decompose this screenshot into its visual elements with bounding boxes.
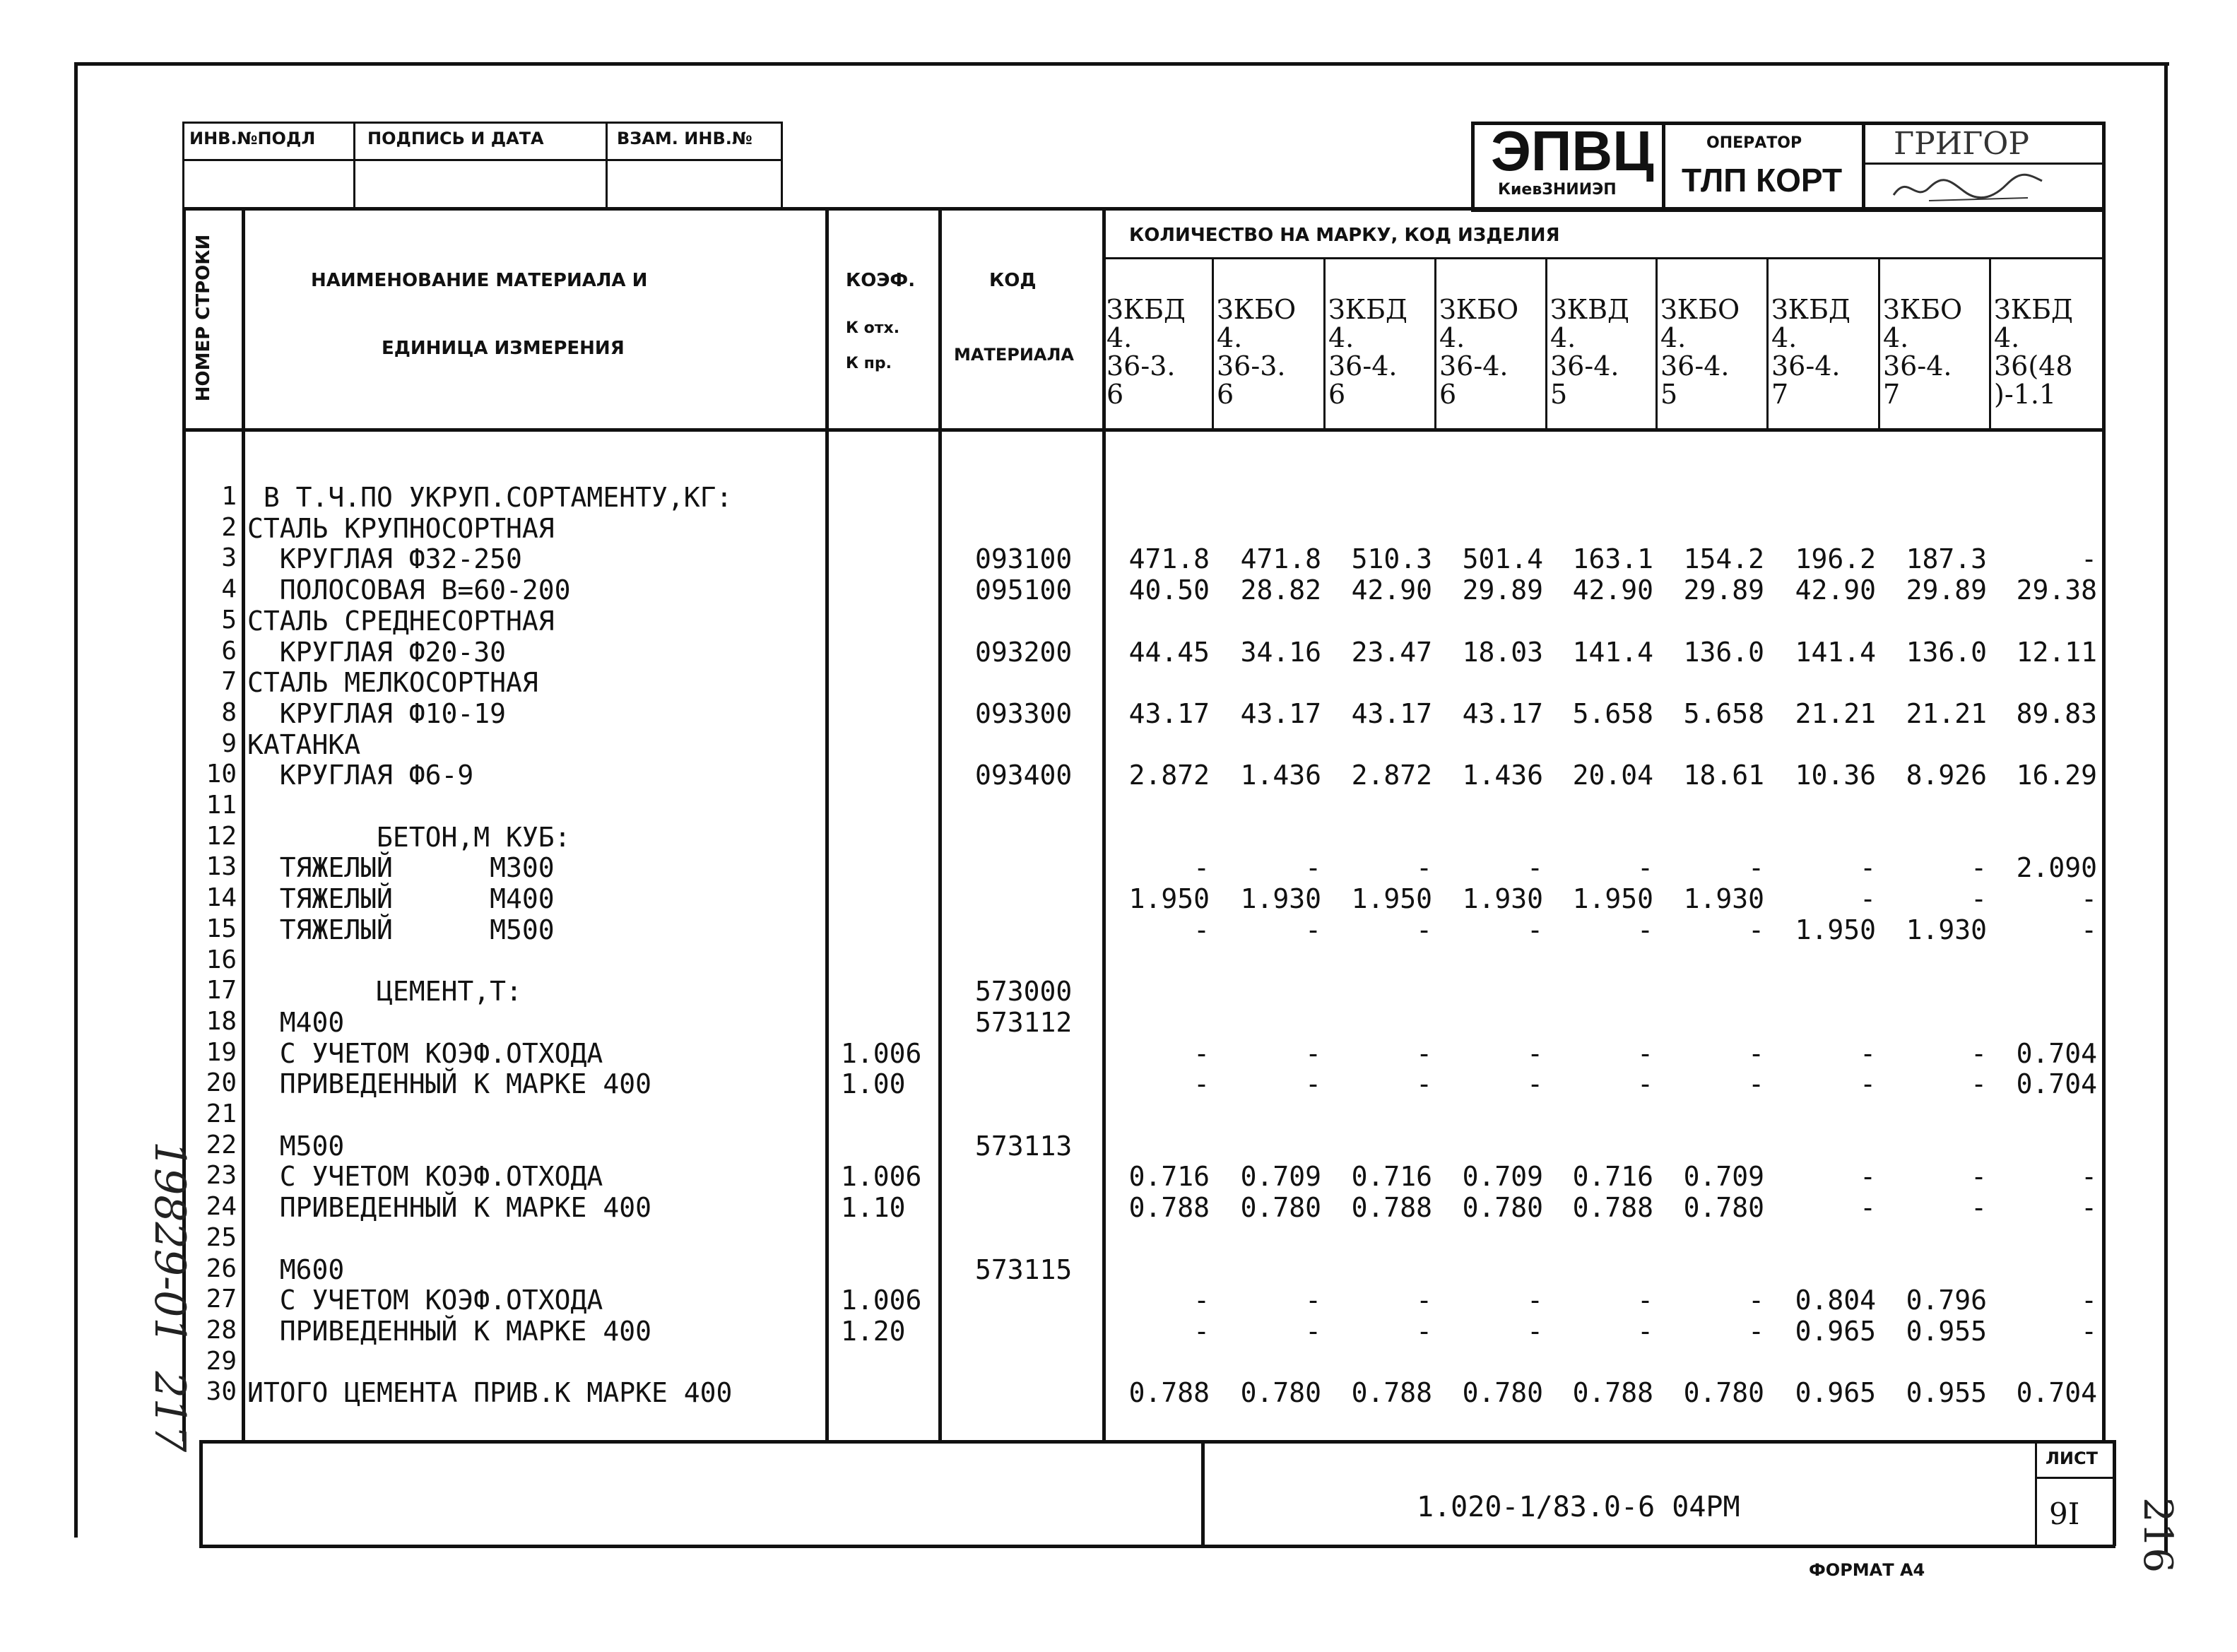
row-value: - [1971,1068,1987,1100]
stamp-podpis: ПОДПИСЬ И ДАТА [367,129,544,148]
row-value: 21.21 [1795,697,1876,729]
row-name: СТАЛЬ СРЕДНЕСОРТНАЯ [247,605,555,637]
row-coef: 1.10 [841,1192,906,1224]
operator-value: ТЛП КОРТ [1682,162,1843,199]
row-value: - [1637,852,1653,884]
row-value: 141.4 [1795,636,1876,668]
row-value: 0.704 [2016,1068,2097,1100]
row-number: 28 [206,1315,237,1345]
row-name: ПРИВЕДЕННЫЙ К МАРКЕ 400 [247,1192,651,1224]
row-code: 573113 [975,1130,1073,1162]
row-name: КРУГЛАЯ Ф32-250 [247,543,522,575]
row-value: 16.29 [2016,760,2097,791]
row-value: 0.796 [1906,1285,1987,1316]
row-value: 163.1 [1572,543,1653,575]
row-number: 22 [206,1130,237,1160]
row-number: 4 [221,574,237,604]
row-name: КАТАНКА [247,728,361,760]
row-value: - [1637,914,1653,945]
row-code: 095100 [975,574,1073,606]
row-number: 9 [221,728,237,758]
row-code: 573115 [975,1253,1073,1285]
org-sub: КиевЗНИИЭП [1498,181,1617,199]
row-name: КРУГЛАЯ Ф6-9 [247,760,474,791]
row-value: - [1416,852,1432,884]
doc-code: 1.020-1/83.0-6 04PM [1417,1491,1740,1523]
row-number: 26 [206,1253,237,1283]
row-value: 0.780 [1683,1377,1764,1409]
row-value: 0.704 [2016,1037,2097,1069]
row-number: 29 [206,1346,237,1376]
operator-label: ОПЕРАТОР [1706,134,1802,152]
row-value: - [2081,1315,2097,1347]
row-number: 1 [221,482,237,511]
row-value: 154.2 [1683,543,1764,575]
row-name: КРУГЛАЯ Ф10-19 [247,697,507,729]
row-value: - [1305,1068,1321,1100]
row-coef: 1.20 [841,1315,906,1347]
row-value: 471.8 [1128,543,1210,575]
row-value: 0.788 [1128,1192,1210,1224]
row-value: - [1305,1037,1321,1069]
row-value: - [1860,852,1876,884]
row-number: 13 [206,852,237,882]
row-value: - [1748,1037,1764,1069]
row-value: - [1637,1285,1653,1316]
row-name: ПОЛОСОВАЯ В=60-200 [247,574,571,606]
row-value: - [1527,852,1543,884]
row-number: 12 [206,821,237,851]
row-name: ПРИВЕДЕННЫЙ К МАРКЕ 400 [247,1068,651,1100]
row-value: - [2081,914,2097,945]
row-value: 0.788 [1128,1377,1210,1409]
row-coef: 1.006 [841,1037,922,1069]
row-value: 29.89 [1906,574,1987,606]
row-value: 5.658 [1683,697,1764,729]
stamp-inv-podl: ИНВ.№ПОДЛ [189,129,316,148]
row-value: 0.788 [1351,1192,1432,1224]
signature-icon [1887,167,2049,209]
row-value: 136.0 [1683,636,1764,668]
row-value: - [1971,852,1987,884]
row-value: 29.89 [1462,574,1543,606]
row-value: - [1193,852,1210,884]
row-value: 43.17 [1240,697,1321,729]
row-name: КРУГЛАЯ Ф20-30 [247,636,507,668]
row-value: 42.90 [1795,574,1876,606]
row-coef: 1.00 [841,1068,906,1100]
row-value: - [1305,852,1321,884]
row-name: В Т.Ч.ПО УКРУП.СОРТАМЕНТУ,КГ: [247,482,733,513]
row-code: 093400 [975,760,1073,791]
row-value: - [1416,1315,1432,1347]
row-value: 5.658 [1572,697,1653,729]
mark-header-1: ЗКБД 4. 36-3. 6 [1106,294,1186,410]
row-number: 2 [221,512,237,542]
row-value: 471.8 [1240,543,1321,575]
row-value: 0.804 [1795,1285,1876,1316]
row-number: 8 [221,697,237,727]
row-name: ПРИВЕДЕННЫЙ К МАРКЕ 400 [247,1315,651,1347]
right-margin-number: 216 [2134,1497,2180,1573]
row-value: - [1527,1037,1543,1069]
row-value: 1.436 [1462,760,1543,791]
row-number: 5 [221,605,237,635]
row-value: 1.950 [1795,914,1876,945]
row-value: 141.4 [1572,636,1653,668]
row-number: 3 [221,543,237,573]
row-value: 44.45 [1128,636,1210,668]
row-name: ТЯЖЕЛЫЙ М500 [247,914,555,945]
header-material-line1: НАИМЕНОВАНИЕ МАТЕРИАЛА И [311,270,648,291]
row-name: СТАЛЬ МЕЛКОСОРТНАЯ [247,667,538,699]
row-value: 23.47 [1351,636,1432,668]
row-value: 10.36 [1795,760,1876,791]
row-number: 10 [206,760,237,789]
header-code-sub: МАТЕРИАЛА [954,345,1074,365]
row-value: 0.716 [1351,1161,1432,1193]
frame-left [74,62,78,1538]
row-value: - [1860,1161,1876,1193]
row-number: 27 [206,1285,237,1314]
row-number: 24 [206,1192,237,1222]
row-value: 1.436 [1240,760,1321,791]
row-value: 40.50 [1128,574,1210,606]
row-value: - [1193,1037,1210,1069]
row-name: ТЯЖЕЛЫЙ М300 [247,852,555,884]
row-value: 187.3 [1906,543,1987,575]
header-coef-pr: К пр. [846,355,892,372]
row-name: С УЧЕТОМ КОЭФ.ОТХОДА [247,1285,603,1316]
row-coef: 1.006 [841,1285,922,1316]
row-value: 0.716 [1572,1161,1653,1193]
format-label: ФОРМАТ А4 [1809,1560,1925,1580]
header-coef-otx: К отх. [846,319,900,337]
row-value: 43.17 [1351,697,1432,729]
row-value: 28.82 [1240,574,1321,606]
row-value: - [1305,1315,1321,1347]
row-value: 89.83 [2016,697,2097,729]
row-value: 43.17 [1128,697,1210,729]
row-value: 18.03 [1462,636,1543,668]
row-name: БЕТОН,М КУБ: [247,821,571,853]
row-value: 0.780 [1462,1192,1543,1224]
row-value: 0.788 [1572,1377,1653,1409]
row-value: 2.872 [1351,760,1432,791]
row-value: 18.61 [1683,760,1764,791]
row-value: - [1637,1315,1653,1347]
header-coef-title: КОЭФ. [846,270,916,291]
row-value: - [2081,1285,2097,1316]
header-quantity: КОЛИЧЕСТВО НА МАРКУ, КОД ИЗДЕЛИЯ [1129,225,1560,246]
row-value: 1.930 [1683,883,1764,915]
row-number: 19 [206,1037,237,1067]
row-value: 2.872 [1128,760,1210,791]
row-value: - [1305,1285,1321,1316]
header-row-number: НОМЕР СТРОКИ [193,234,214,402]
org-name: ЭПВЦ [1491,119,1654,182]
row-name: ЦЕМЕНТ,Т: [247,976,522,1008]
row-name: С УЧЕТОМ КОЭФ.ОТХОДА [247,1037,603,1069]
mark-header-7: ЗКБД 4. 36-4. 7 [1771,294,1851,410]
row-value: - [1527,1315,1543,1347]
row-number: 7 [221,667,237,697]
row-value: 8.926 [1906,760,1987,791]
row-value: 1.950 [1572,883,1653,915]
mark-header-2: ЗКБО 4. 36-3. 6 [1217,294,1297,410]
row-value: - [1416,1068,1432,1100]
row-code: 093300 [975,697,1073,729]
mark-header-4: ЗКБО 4. 36-4. 6 [1439,294,1519,410]
row-value: 29.89 [1683,574,1764,606]
row-name: М400 [247,1006,345,1038]
row-value: 43.17 [1462,697,1543,729]
row-number: 25 [206,1222,237,1252]
row-number: 30 [206,1377,237,1407]
row-number: 15 [206,914,237,943]
row-number: 17 [206,976,237,1005]
row-value: - [1748,1068,1764,1100]
row-value: - [1748,1315,1764,1347]
row-value: - [1748,852,1764,884]
row-value: 0.716 [1128,1161,1210,1193]
row-value: 0.709 [1683,1161,1764,1193]
mark-header-6: ЗКБО 4. 36-4. 5 [1660,294,1740,410]
row-value: 29.38 [2016,574,2097,606]
row-value: - [1748,1285,1764,1316]
row-value: - [1527,1068,1543,1100]
row-value: - [1416,1285,1432,1316]
person-name: ГРИГОР [1894,126,2029,162]
row-value: - [1637,1037,1653,1069]
row-name: ИТОГО ЦЕМЕНТА ПРИВ.К МАРКЕ 400 [247,1377,733,1409]
row-value: 136.0 [1906,636,1987,668]
row-number: 20 [206,1068,237,1098]
stamp-vzam: ВЗАМ. ИНВ.№ [617,129,752,148]
row-value: - [1637,1068,1653,1100]
row-value: 501.4 [1462,543,1543,575]
row-number: 21 [206,1099,237,1128]
row-code: 573112 [975,1006,1073,1038]
row-value: - [2081,543,2097,575]
row-value: 21.21 [1906,697,1987,729]
row-number: 23 [206,1161,237,1191]
row-value: 1.930 [1906,914,1987,945]
row-value: - [1971,1037,1987,1069]
row-value: 34.16 [1240,636,1321,668]
row-name: С УЧЕТОМ КОЭФ.ОТХОДА [247,1161,603,1193]
row-number: 6 [221,636,237,666]
row-value: 196.2 [1795,543,1876,575]
row-value: 2.090 [2016,852,2097,884]
row-code: 093200 [975,636,1073,668]
row-value: - [1860,1192,1876,1224]
row-value: - [1193,1068,1210,1100]
row-value: 0.709 [1240,1161,1321,1193]
row-value: - [1971,1192,1987,1224]
row-value: - [2081,1192,2097,1224]
row-name: М500 [247,1130,345,1162]
row-value: - [1305,914,1321,945]
row-value: 1.930 [1462,883,1543,915]
row-value: - [1193,1285,1210,1316]
frame-top [74,62,2169,66]
row-value: - [1193,914,1210,945]
row-value: - [1527,1285,1543,1316]
row-value: 0.709 [1462,1161,1543,1193]
row-value: 0.955 [1906,1377,1987,1409]
row-value: - [1860,883,1876,915]
row-value: - [1860,1037,1876,1069]
row-name: СТАЛЬ КРУПНОСОРТНАЯ [247,512,555,544]
frame-right [2164,62,2168,1553]
row-value: 0.780 [1240,1377,1321,1409]
row-value: - [2081,1161,2097,1193]
mark-header-9: ЗКБД 4. 36(48 )-1.1 [1994,294,2073,410]
row-value: 0.780 [1683,1192,1764,1224]
row-code: 573000 [975,976,1073,1008]
row-value: 0.965 [1795,1377,1876,1409]
row-value: - [1971,883,1987,915]
row-value: 0.788 [1572,1192,1653,1224]
header-code-title: КОД [989,270,1037,291]
row-number: 18 [206,1006,237,1036]
row-value: 1.930 [1240,883,1321,915]
row-number: 11 [206,791,237,820]
row-number: 14 [206,883,237,913]
row-number: 16 [206,945,237,974]
row-value: - [1860,1068,1876,1100]
row-value: 12.11 [2016,636,2097,668]
row-code: 093100 [975,543,1073,575]
left-margin-note: 19829-01 217 [145,1141,194,1453]
sheet-number: 9I [2049,1497,2080,1531]
row-name: М600 [247,1253,345,1285]
row-value: 1.950 [1351,883,1432,915]
row-value: 510.3 [1351,543,1432,575]
row-value: 1.950 [1128,883,1210,915]
sheet-label: ЛИСТ [2046,1449,2099,1468]
row-value: - [1971,1161,1987,1193]
row-value: 0.780 [1240,1192,1321,1224]
mark-header-5: ЗКВД 4. 36-4. 5 [1550,294,1629,410]
row-value: 42.90 [1351,574,1432,606]
row-value: - [1416,1037,1432,1069]
row-value: 42.90 [1572,574,1653,606]
row-value: 0.955 [1906,1315,1987,1347]
row-value: 0.788 [1351,1377,1432,1409]
row-value: - [1748,914,1764,945]
row-value: 0.780 [1462,1377,1543,1409]
mark-header-3: ЗКБД 4. 36-4. 6 [1328,294,1407,410]
row-value: - [2081,883,2097,915]
row-coef: 1.006 [841,1161,922,1193]
row-value: - [1527,914,1543,945]
row-value: - [1193,1315,1210,1347]
mark-header-8: ЗКБО 4. 36-4. 7 [1883,294,1963,410]
row-value: 0.965 [1795,1315,1876,1347]
row-value: 20.04 [1572,760,1653,791]
row-value: - [1416,914,1432,945]
header-material-line2: ЕДИНИЦА ИЗМЕРЕНИЯ [382,338,625,359]
row-name: ТЯЖЕЛЫЙ М400 [247,883,555,915]
row-value: 0.704 [2016,1377,2097,1409]
